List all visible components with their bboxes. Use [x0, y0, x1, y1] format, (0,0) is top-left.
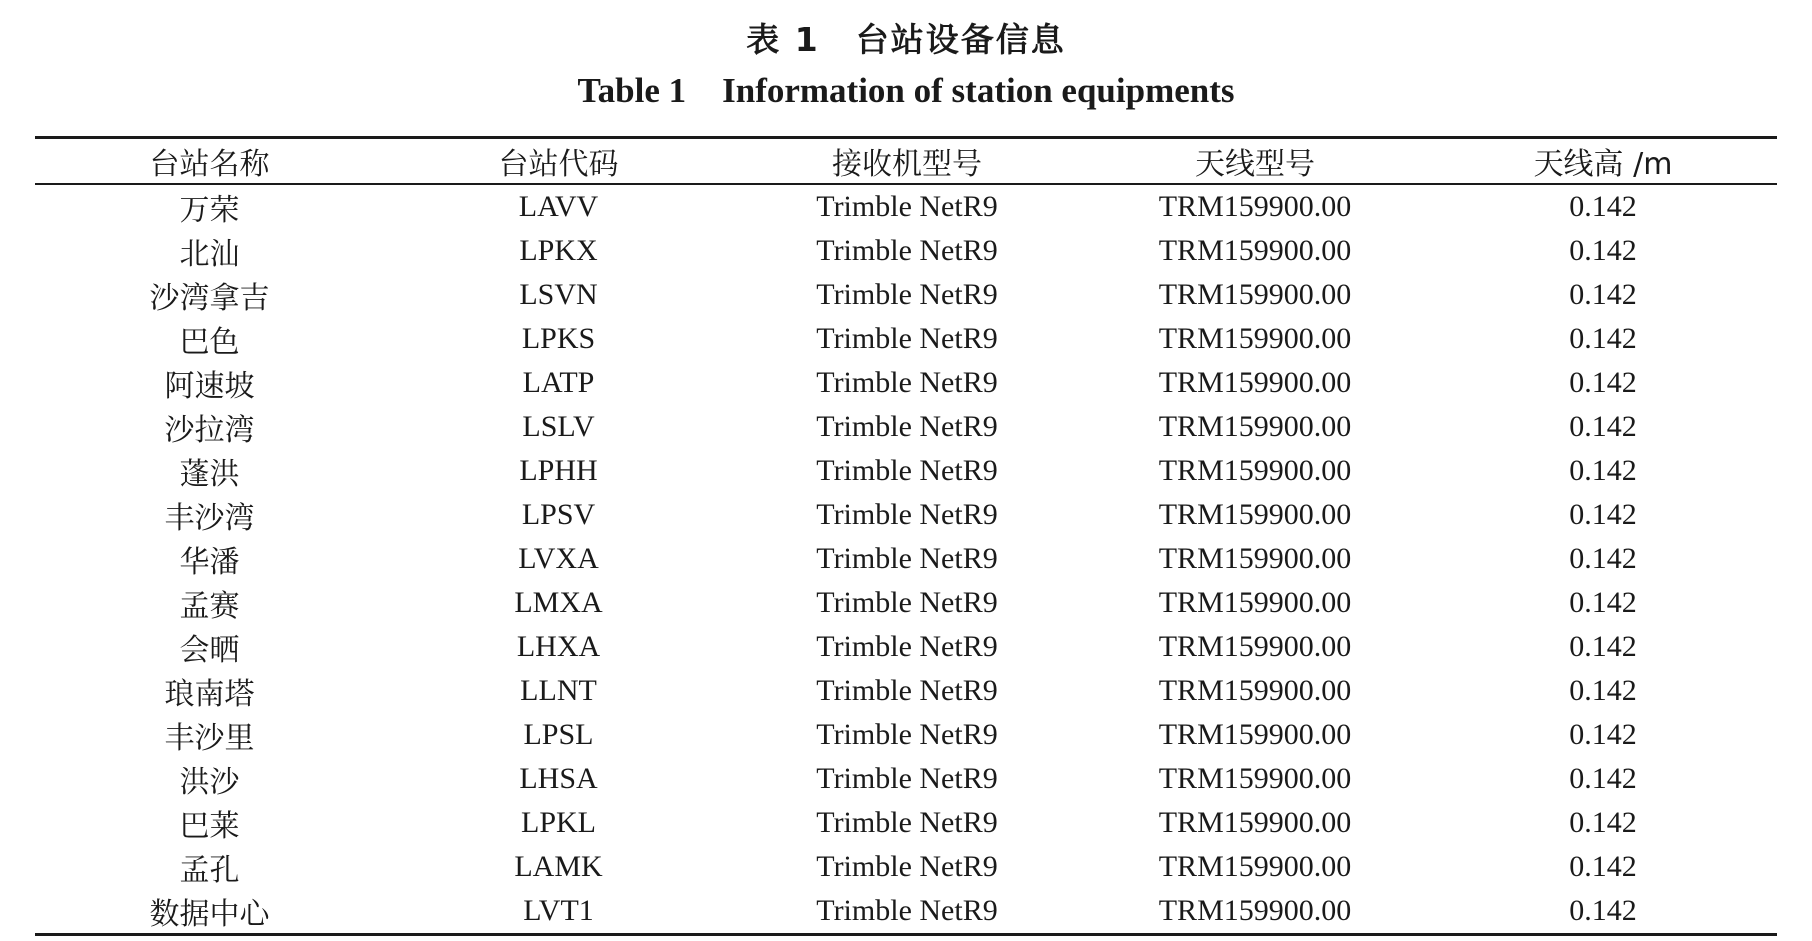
station-name-cell: 华潘	[179, 545, 240, 580]
antenna-model-cell: TRM159900.00	[1158, 806, 1352, 839]
receiver-model-cell: Trimble NetR9	[816, 454, 998, 487]
station-name-cell: 阿速坡	[164, 369, 255, 404]
header-antenna-model: 天线型号	[1195, 147, 1315, 182]
table-row	[35, 625, 1777, 669]
antenna-model-cell: TRM159900.00	[1158, 190, 1352, 223]
antenna-height-cell: 0.142	[1569, 322, 1637, 355]
station-code-cell: LMXA	[514, 586, 603, 619]
antenna-model-cell: TRM159900.00	[1158, 410, 1352, 443]
station-code-cell: LVT1	[523, 894, 594, 927]
station-code-cell: LAMK	[514, 850, 603, 883]
table-header-row	[35, 138, 1777, 185]
station-code-cell: LAVV	[518, 190, 599, 223]
table-label-en: Table 1	[577, 71, 687, 110]
table-row	[35, 801, 1777, 845]
antenna-height-cell: 0.142	[1569, 850, 1637, 883]
table-row	[35, 229, 1777, 273]
station-code-cell: LPSV	[521, 498, 596, 531]
station-name-cell: 洪沙	[179, 765, 240, 800]
antenna-height-cell: 0.142	[1569, 542, 1637, 575]
station-name-cell: 巴莱	[179, 809, 240, 844]
header-station-code: 台站代码	[498, 147, 619, 182]
antenna-height-cell: 0.142	[1569, 674, 1637, 707]
station-code-cell: LPHH	[519, 454, 598, 487]
station-name-cell: 会晒	[179, 633, 240, 668]
antenna-model-cell: TRM159900.00	[1158, 322, 1352, 355]
station-code-cell: LVXA	[518, 542, 599, 575]
receiver-model-cell: Trimble NetR9	[816, 718, 998, 751]
station-code-cell: LPSL	[523, 718, 594, 751]
table-row	[35, 845, 1777, 889]
station-name-cell: 北汕	[179, 237, 240, 272]
antenna-height-cell: 0.142	[1569, 894, 1637, 927]
station-equipment-table	[35, 136, 1777, 936]
station-code-cell: LPKX	[519, 234, 598, 267]
station-equipment-table-container	[35, 136, 1777, 936]
table-body	[35, 184, 1777, 935]
antenna-height-cell: 0.142	[1569, 234, 1637, 267]
antenna-height-cell: 0.142	[1569, 454, 1637, 487]
station-code-cell: LHSA	[519, 762, 598, 795]
header-station-name: 台站名称	[149, 147, 270, 182]
receiver-model-cell: Trimble NetR9	[816, 806, 998, 839]
antenna-height-cell: 0.142	[1569, 366, 1637, 399]
receiver-model-cell: Trimble NetR9	[816, 630, 998, 663]
antenna-model-cell: TRM159900.00	[1158, 894, 1352, 927]
receiver-model-cell: Trimble NetR9	[816, 542, 998, 575]
station-name-cell: 万荣	[179, 193, 240, 228]
antenna-height-cell: 0.142	[1569, 762, 1637, 795]
station-name-cell: 琅南塔	[164, 677, 255, 712]
station-code-cell: LHXA	[516, 630, 601, 663]
station-name-cell: 蓬洪	[179, 457, 240, 492]
receiver-model-cell: Trimble NetR9	[816, 366, 998, 399]
antenna-height-cell: 0.142	[1569, 630, 1637, 663]
station-code-cell: LSVN	[519, 278, 598, 311]
antenna-height-cell: 0.142	[1569, 718, 1637, 751]
table-label-cn: 表 1	[746, 20, 820, 59]
station-name-cell: 巴色	[179, 325, 240, 360]
station-code-cell: LSLV	[522, 410, 595, 443]
table-row	[35, 273, 1777, 317]
antenna-height-cell: 0.142	[1569, 190, 1637, 223]
receiver-model-cell: Trimble NetR9	[816, 322, 998, 355]
antenna-model-cell: TRM159900.00	[1158, 454, 1352, 487]
antenna-model-cell: TRM159900.00	[1158, 278, 1352, 311]
antenna-height-cell: 0.142	[1569, 806, 1637, 839]
station-code-cell: LPKS	[521, 322, 596, 355]
antenna-model-cell: TRM159900.00	[1158, 366, 1352, 399]
receiver-model-cell: Trimble NetR9	[816, 234, 998, 267]
table-row	[35, 493, 1777, 537]
header-antenna-height: 天线高 /m	[1533, 147, 1673, 182]
table-row	[35, 184, 1777, 229]
table-row	[35, 713, 1777, 757]
station-name-cell: 孟孔	[179, 853, 240, 888]
station-name-cell: 丰沙里	[164, 721, 255, 756]
station-code-cell: LATP	[522, 366, 595, 399]
antenna-model-cell: TRM159900.00	[1158, 674, 1352, 707]
antenna-height-cell: 0.142	[1569, 410, 1637, 443]
station-code-cell: LPKL	[521, 806, 596, 839]
receiver-model-cell: Trimble NetR9	[816, 894, 998, 927]
receiver-model-cell: Trimble NetR9	[816, 498, 998, 531]
receiver-model-cell: Trimble NetR9	[816, 190, 998, 223]
antenna-height-cell: 0.142	[1569, 498, 1637, 531]
station-name-cell: 丰沙湾	[164, 501, 255, 536]
table-caption-en: Information of station equipments	[722, 71, 1235, 110]
table-row	[35, 889, 1777, 935]
antenna-model-cell: TRM159900.00	[1158, 586, 1352, 619]
antenna-model-cell: TRM159900.00	[1158, 718, 1352, 751]
table-row	[35, 669, 1777, 713]
antenna-height-cell: 0.142	[1569, 586, 1637, 619]
table-row	[35, 449, 1777, 493]
table-title-english	[0, 68, 1812, 114]
antenna-model-cell: TRM159900.00	[1158, 630, 1352, 663]
station-code-cell: LLNT	[520, 674, 597, 707]
receiver-model-cell: Trimble NetR9	[816, 762, 998, 795]
station-name-cell: 数据中心	[149, 897, 270, 932]
antenna-model-cell: TRM159900.00	[1158, 762, 1352, 795]
antenna-model-cell: TRM159900.00	[1158, 542, 1352, 575]
antenna-model-cell: TRM159900.00	[1158, 850, 1352, 883]
table-caption-cn: 台站设备信息	[855, 20, 1066, 59]
table-row	[35, 581, 1777, 625]
receiver-model-cell: Trimble NetR9	[816, 410, 998, 443]
station-name-cell: 孟赛	[179, 589, 240, 624]
receiver-model-cell: Trimble NetR9	[816, 586, 998, 619]
table-row	[35, 405, 1777, 449]
station-name-cell: 沙湾拿吉	[149, 281, 270, 316]
table-row	[35, 757, 1777, 801]
receiver-model-cell: Trimble NetR9	[816, 674, 998, 707]
antenna-model-cell: TRM159900.00	[1158, 498, 1352, 531]
table-row	[35, 361, 1777, 405]
header-receiver-model: 接收机型号	[832, 147, 982, 182]
station-name-cell: 沙拉湾	[164, 413, 255, 448]
table-row	[35, 317, 1777, 361]
antenna-height-cell: 0.142	[1569, 278, 1637, 311]
receiver-model-cell: Trimble NetR9	[816, 278, 998, 311]
receiver-model-cell: Trimble NetR9	[816, 850, 998, 883]
antenna-model-cell: TRM159900.00	[1158, 234, 1352, 267]
table-row	[35, 537, 1777, 581]
table-title-chinese	[0, 18, 1812, 62]
